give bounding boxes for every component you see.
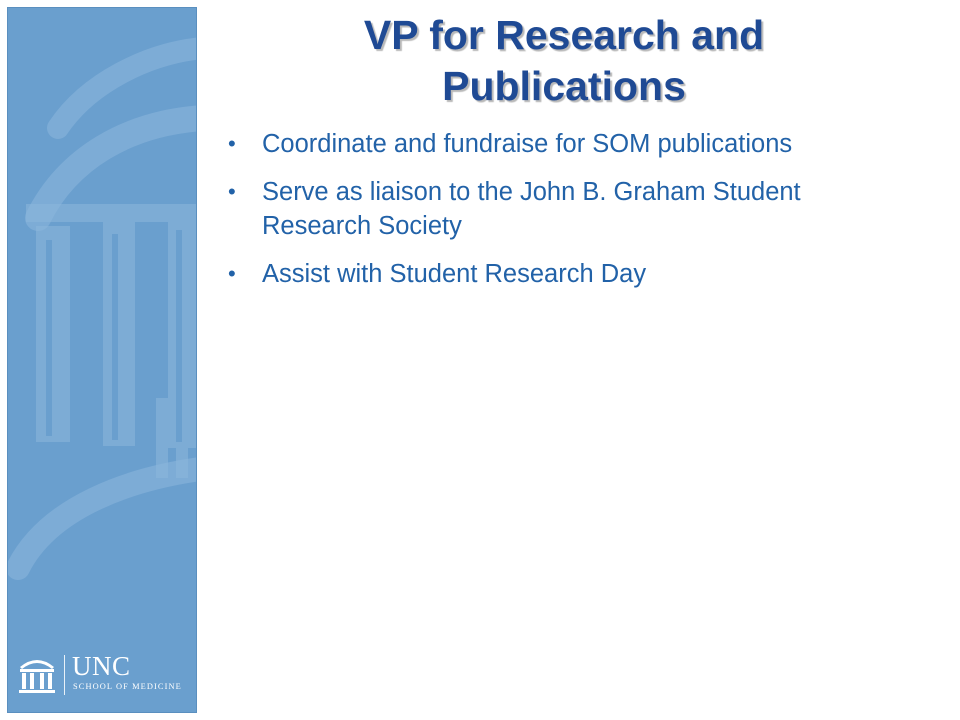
logo-subtitle: SCHOOL OF MEDICINE: [73, 682, 182, 691]
bullet-dot-icon: •: [228, 131, 236, 156]
bullet-text: Coordinate and fundraise for SOM publications: [262, 130, 793, 158]
slide-title: VP for Research and Publications: [363, 12, 765, 109]
bullet-text: Assist with Student Research Day: [262, 260, 647, 288]
bullet-item: [226, 257, 866, 291]
logo-divider: [64, 655, 65, 695]
bullet-item: [226, 127, 866, 161]
bullet-text: Serve as liaison to the John B. Graham Student Research Society: [262, 178, 801, 240]
logo-wordmark: UNC: [72, 651, 131, 681]
old-well-watermark-icon: [8, 8, 197, 713]
unc-som-logo: [16, 651, 194, 699]
old-well-icon: [16, 653, 58, 695]
bullet-item: [226, 175, 866, 243]
bullet-list: [226, 127, 866, 305]
bullet-dot-icon: •: [228, 261, 236, 286]
sidebar-panel: [7, 7, 197, 713]
bullet-dot-icon: •: [228, 179, 236, 204]
